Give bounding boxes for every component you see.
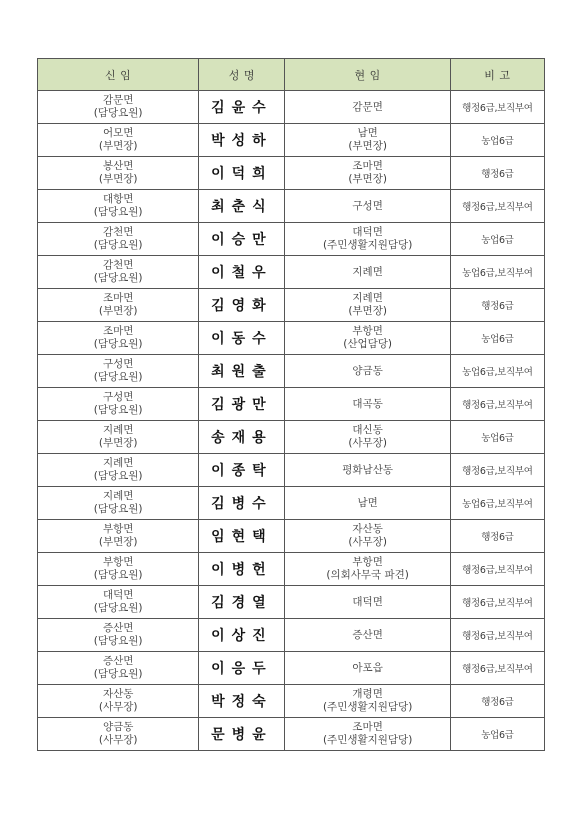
current-post-text: 구성면 — [352, 199, 383, 212]
cell-current-post — [285, 487, 450, 520]
cell-new-post — [38, 454, 199, 487]
cell-current-post — [285, 652, 450, 685]
cell-note: 농업6급 — [450, 322, 544, 355]
new-post-text: 조마면 — [102, 292, 134, 304]
current-post-text: 자산동 — [352, 523, 383, 535]
current-post-text: 감문면 — [352, 100, 383, 113]
new-post-text: (사무장) — [98, 734, 138, 746]
cell-note: 농업6급,보직부여 — [450, 487, 544, 520]
current-post-text: (주민생활지원담당) — [322, 701, 413, 713]
new-post-text: 감천면 — [102, 259, 134, 271]
new-post-text: (담당요원) — [93, 569, 143, 581]
cell-new-post — [38, 91, 199, 124]
cell-person-name: 이동수 — [199, 322, 285, 355]
cell-new-post — [38, 652, 199, 685]
current-post-text: 평화남산동 — [342, 463, 393, 476]
cell-note: 행정6급,보직부여 — [450, 388, 544, 421]
table-row — [38, 256, 545, 289]
table-row — [38, 685, 545, 718]
cell-current-post — [285, 388, 450, 421]
cell-new-post — [38, 388, 199, 421]
new-post-text: (담당요원) — [93, 470, 143, 482]
new-post-text: 부항면 — [102, 556, 134, 568]
current-post-text: 대곡동 — [352, 397, 383, 410]
cell-note: 행정6급,보직부여 — [450, 652, 544, 685]
table-row — [38, 487, 545, 520]
header-new-post: 신 임 — [38, 59, 199, 91]
new-post-text: (부면장) — [98, 173, 138, 185]
cell-new-post — [38, 289, 199, 322]
new-post-text: (담당요원) — [93, 272, 143, 284]
cell-current-post — [285, 718, 450, 751]
cell-note: 행정6급 — [450, 685, 544, 718]
cell-person-name: 이덕희 — [199, 157, 285, 190]
cell-person-name: 박정숙 — [199, 685, 285, 718]
cell-new-post — [38, 421, 199, 454]
cell-current-post — [285, 553, 450, 586]
table-row — [38, 652, 545, 685]
cell-person-name: 최춘식 — [199, 190, 285, 223]
cell-new-post — [38, 586, 199, 619]
cell-note: 농업6급,보직부여 — [450, 355, 544, 388]
new-post-text: 자산동 — [102, 688, 134, 700]
table-row — [38, 355, 545, 388]
current-post-text: (사무장) — [348, 536, 387, 548]
new-post-text: 감문면 — [102, 94, 134, 106]
cell-new-post — [38, 256, 199, 289]
cell-person-name: 문병윤 — [199, 718, 285, 751]
cell-note: 농업6급 — [450, 124, 544, 157]
cell-note: 농업6급,보직부여 — [450, 256, 544, 289]
cell-person-name: 김광만 — [199, 388, 285, 421]
table-row — [38, 322, 545, 355]
cell-note: 행정6급,보직부여 — [450, 586, 544, 619]
cell-person-name: 김경열 — [199, 586, 285, 619]
new-post-text: (담당요원) — [93, 206, 143, 218]
current-post-text: 대신동 — [352, 424, 383, 436]
current-post-text: 양금동 — [352, 364, 383, 377]
new-post-text: (부면장) — [98, 437, 138, 449]
new-post-text: 부항면 — [102, 523, 134, 535]
new-post-text: (담당요원) — [93, 371, 143, 383]
current-post-text: 남면 — [357, 496, 378, 509]
cell-current-post — [285, 520, 450, 553]
cell-new-post — [38, 322, 199, 355]
cell-person-name: 이승만 — [199, 223, 285, 256]
new-post-text: (부면장) — [98, 305, 138, 317]
new-post-text: 봉산면 — [102, 160, 134, 172]
cell-note: 행정6급 — [450, 157, 544, 190]
cell-new-post — [38, 520, 199, 553]
cell-new-post — [38, 487, 199, 520]
current-post-text: (사무장) — [348, 437, 387, 449]
current-post-text: 대덕면 — [352, 226, 383, 238]
cell-person-name: 김윤수 — [199, 91, 285, 124]
header-note: 비 고 — [450, 59, 544, 91]
cell-person-name: 송재용 — [199, 421, 285, 454]
cell-current-post — [285, 619, 450, 652]
cell-new-post — [38, 157, 199, 190]
cell-current-post — [285, 289, 450, 322]
cell-person-name: 박성하 — [199, 124, 285, 157]
new-post-text: (담당요원) — [93, 338, 143, 350]
cell-person-name: 김병수 — [199, 487, 285, 520]
table-row — [38, 289, 545, 322]
new-post-text: 구성면 — [102, 358, 134, 370]
table-row — [38, 388, 545, 421]
current-post-text: (부면장) — [348, 305, 387, 317]
new-post-text: 구성면 — [102, 391, 134, 403]
current-post-text: (산업담당) — [343, 338, 392, 350]
current-post-text: (의회사무국 파견) — [326, 569, 409, 581]
table-row — [38, 91, 545, 124]
current-post-text: 대덕면 — [352, 595, 383, 608]
table-row — [38, 223, 545, 256]
new-post-text: (담당요원) — [93, 602, 143, 614]
table-row — [38, 454, 545, 487]
cell-current-post — [285, 256, 450, 289]
new-post-text: (담당요원) — [93, 239, 143, 251]
new-post-text: (사무장) — [98, 701, 138, 713]
cell-note: 행정6급,보직부여 — [450, 619, 544, 652]
cell-note: 농업6급 — [450, 223, 544, 256]
current-post-text: 부항면 — [352, 556, 383, 568]
cell-current-post — [285, 586, 450, 619]
cell-note: 행정6급,보직부여 — [450, 91, 544, 124]
table-row — [38, 553, 545, 586]
current-post-text: 조마면 — [352, 721, 383, 733]
personnel-table — [37, 58, 545, 751]
cell-note: 행정6급 — [450, 289, 544, 322]
cell-person-name: 임현택 — [199, 520, 285, 553]
table-row — [38, 190, 545, 223]
current-post-text: (부면장) — [348, 173, 387, 185]
cell-person-name: 이병헌 — [199, 553, 285, 586]
cell-current-post — [285, 454, 450, 487]
new-post-text: (부면장) — [98, 536, 138, 548]
cell-current-post — [285, 157, 450, 190]
new-post-text: 증산면 — [102, 622, 134, 634]
current-post-text: 증산면 — [352, 628, 383, 641]
new-post-text: 양금동 — [102, 721, 134, 733]
cell-note: 농업6급 — [450, 421, 544, 454]
new-post-text: 조마면 — [102, 325, 134, 337]
header-row — [38, 59, 545, 91]
cell-new-post — [38, 619, 199, 652]
new-post-text: 대항면 — [102, 193, 134, 205]
table-row — [38, 421, 545, 454]
new-post-text: 증산면 — [102, 655, 134, 667]
cell-current-post — [285, 355, 450, 388]
cell-current-post — [285, 421, 450, 454]
table-row — [38, 586, 545, 619]
table-row — [38, 157, 545, 190]
cell-person-name: 최원출 — [199, 355, 285, 388]
cell-new-post — [38, 355, 199, 388]
cell-new-post — [38, 718, 199, 751]
table-row — [38, 520, 545, 553]
new-post-text: (담당요원) — [93, 668, 143, 680]
cell-new-post — [38, 190, 199, 223]
current-post-text: (주민생활지원담당) — [322, 239, 413, 251]
cell-note: 농업6급 — [450, 718, 544, 751]
new-post-text: 지례면 — [102, 457, 134, 469]
new-post-text: (담당요원) — [93, 107, 143, 119]
new-post-text: 어모면 — [102, 127, 134, 139]
cell-note: 행정6급,보직부여 — [450, 454, 544, 487]
new-post-text: 지례면 — [102, 490, 134, 502]
current-post-text: 아포읍 — [352, 661, 383, 674]
cell-note: 행정6급 — [450, 520, 544, 553]
header-name: 성 명 — [199, 59, 285, 91]
cell-new-post — [38, 124, 199, 157]
cell-current-post — [285, 124, 450, 157]
current-post-text: 지례면 — [352, 265, 383, 278]
cell-current-post — [285, 223, 450, 256]
cell-note: 행정6급,보직부여 — [450, 190, 544, 223]
header-current-post: 현 임 — [285, 59, 450, 91]
new-post-text: 감천면 — [102, 226, 134, 238]
cell-new-post — [38, 685, 199, 718]
cell-new-post — [38, 223, 199, 256]
cell-current-post — [285, 322, 450, 355]
table-header — [38, 59, 545, 91]
cell-person-name: 김영화 — [199, 289, 285, 322]
table-body — [38, 91, 545, 751]
cell-current-post — [285, 91, 450, 124]
cell-person-name: 이상진 — [199, 619, 285, 652]
new-post-text: (부면장) — [98, 140, 138, 152]
new-post-text: 지례면 — [102, 424, 134, 436]
cell-note: 행정6급,보직부여 — [450, 553, 544, 586]
new-post-text: 대덕면 — [102, 589, 134, 601]
current-post-text: 조마면 — [352, 160, 383, 172]
table-row — [38, 619, 545, 652]
table-row — [38, 124, 545, 157]
cell-current-post — [285, 685, 450, 718]
current-post-text: 지례면 — [352, 292, 383, 304]
current-post-text: (부면장) — [348, 140, 387, 152]
cell-person-name: 이철우 — [199, 256, 285, 289]
cell-person-name: 이응두 — [199, 652, 285, 685]
current-post-text: (주민생활지원담당) — [322, 734, 413, 746]
current-post-text: 부항면 — [352, 325, 383, 337]
new-post-text: (담당요원) — [93, 503, 143, 515]
current-post-text: 남면 — [357, 127, 378, 139]
new-post-text: (담당요원) — [93, 404, 143, 416]
cell-current-post — [285, 190, 450, 223]
cell-person-name: 이종탁 — [199, 454, 285, 487]
cell-new-post — [38, 553, 199, 586]
current-post-text: 개령면 — [352, 688, 383, 700]
table-row — [38, 718, 545, 751]
new-post-text: (담당요원) — [93, 635, 143, 647]
